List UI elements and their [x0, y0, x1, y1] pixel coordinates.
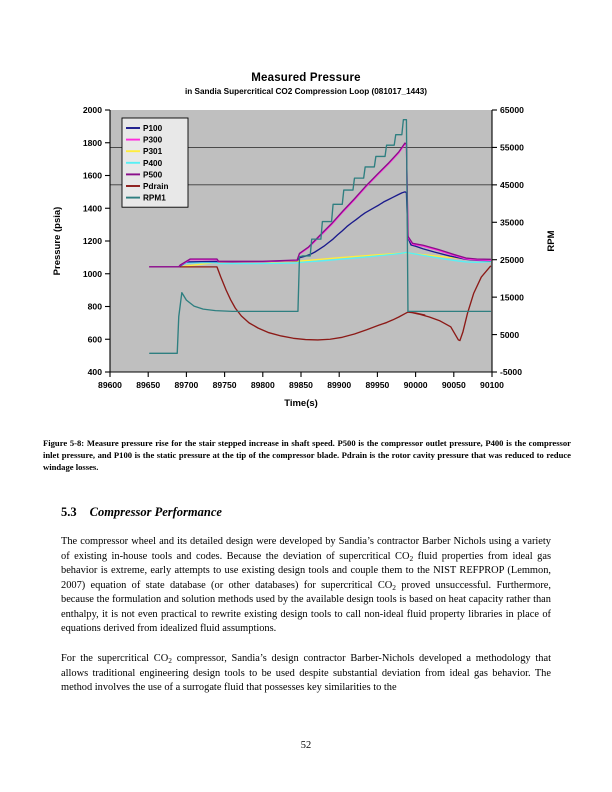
left-axis-tick-label: 1200 [82, 236, 102, 247]
x-axis-tick-label: 89800 [250, 380, 275, 390]
x-axis-tick-label: 89700 [174, 380, 199, 390]
x-axis-tick-label: 89600 [98, 380, 122, 390]
chart-legend [122, 118, 188, 207]
x-axis-tick-label: 90050 [441, 380, 466, 390]
section-heading [61, 505, 566, 520]
paragraph-2-part-b: compressor, Sandia’s design contractor Barber-Nichols developed a methodology that allows traditional engineering design tools to be used despite substantial deviation from ideal gas behavior. The method involves the use of a surrogate fluid that possesses key similarities to the [61, 653, 551, 694]
x-axis-tick-label: 89900 [327, 380, 352, 390]
left-axis-tick-label: 800 [87, 301, 102, 312]
y-axis-label: Pressure (psia) [52, 206, 63, 276]
paragraph-2 [61, 652, 551, 696]
right-axis-tick-label: 55000 [500, 142, 524, 153]
legend-label-rpm1: RPM1 [143, 193, 166, 203]
paragraph-1-part-a: The compressor wheel and its detailed design were developed by Sandia’s contractor Barber Nichols using a variety of existing in-house tools and codes. Because the deviation of supercritical CO [61, 536, 551, 562]
paragraph-1-part-c: proved unsuccessful. Furthermore, because the formulation and solution methods used by the available design tools is based on heat capacity rather than enthalpy, it is not even practical to rewrite existing design tools to call non-ideal fluid property libraries in place of equations derived from idealized fluid assumptions. [61, 579, 551, 635]
subscript-co2-1: 2 [409, 553, 414, 563]
chart-title: Measured Pressure [251, 72, 361, 84]
paragraph-1 [61, 535, 551, 637]
left-axis-tick-label: 600 [87, 334, 102, 345]
legend-label-pdrain: Pdrain [143, 182, 169, 191]
section-number: 5.3 [61, 505, 77, 519]
x-axis-tick-label: 90100 [480, 380, 504, 390]
legend-label-p400: P400 [143, 158, 163, 168]
legend-label-p500: P500 [143, 170, 163, 180]
legend-label-p300: P300 [143, 135, 163, 145]
x-axis-tick-label: 89850 [289, 380, 313, 390]
right-axis-tick-label: 25000 [500, 254, 524, 265]
x-axis-tick-label: 89750 [212, 380, 237, 390]
figure-caption-label: Figure 5-8: [43, 438, 85, 448]
right-axis-tick-label: 65000 [500, 105, 524, 116]
x-axis-tick-label: 90000 [403, 380, 428, 390]
figure-5-8 [40, 72, 572, 432]
legend-label-p100: P100 [143, 124, 163, 133]
figure-caption-text: Measure pressure rise for the stair stepped increase in shaft speed. P500 is the compressor outlet pressure, P400 is the compressor inlet pressure, and P100 is the static pressure at the tip of the compressor blade. Pdrain is the rotor cavity pressure that was reduced to reduce windage losses. [43, 438, 571, 473]
legend-label-p301: P301 [143, 147, 163, 157]
y2-axis-label: RPM [546, 230, 557, 252]
x-axis-label: Time(s) [284, 398, 318, 409]
left-axis-tick-label: 2000 [82, 105, 102, 116]
subscript-co2-2: 2 [392, 582, 396, 592]
subscript-co2-3: 2 [168, 656, 172, 665]
left-axis-tick-label: 1600 [82, 170, 102, 181]
right-axis-tick-label: 45000 [500, 180, 524, 191]
paragraph-2-part-a: For the supercritical CO [61, 653, 169, 664]
left-axis-tick-label: 1000 [82, 268, 102, 279]
right-axis-tick-label: -5000 [500, 367, 522, 378]
measured-pressure-chart [40, 102, 572, 432]
paragraph-1-part-b: fluid properties from ideal gas behavior is extreme, early attempts to use existing design tools and couple them to the NIST REFPROP (Lemmon, 2007) equation of state database (or other databases) for supercritical CO [61, 550, 551, 591]
right-axis-tick-label: 15000 [500, 292, 524, 303]
chart-area [40, 102, 572, 432]
page-number: 52 [300, 740, 312, 751]
chart-subtitle: in Sandia Supercritical CO2 Compression Loop (081017_1443) [184, 87, 428, 96]
right-axis-tick-label: 5000 [500, 329, 520, 340]
left-axis-tick-label: 1800 [82, 137, 102, 148]
left-axis-tick-label: 1400 [82, 203, 102, 214]
section-title: Compressor Performance [89, 505, 222, 519]
x-axis-tick-label: 89950 [365, 380, 390, 390]
figure-caption [43, 437, 571, 474]
x-axis-tick-label: 89650 [136, 380, 161, 390]
left-axis-tick-label: 400 [87, 367, 102, 378]
right-axis-tick-label: 35000 [500, 217, 524, 228]
